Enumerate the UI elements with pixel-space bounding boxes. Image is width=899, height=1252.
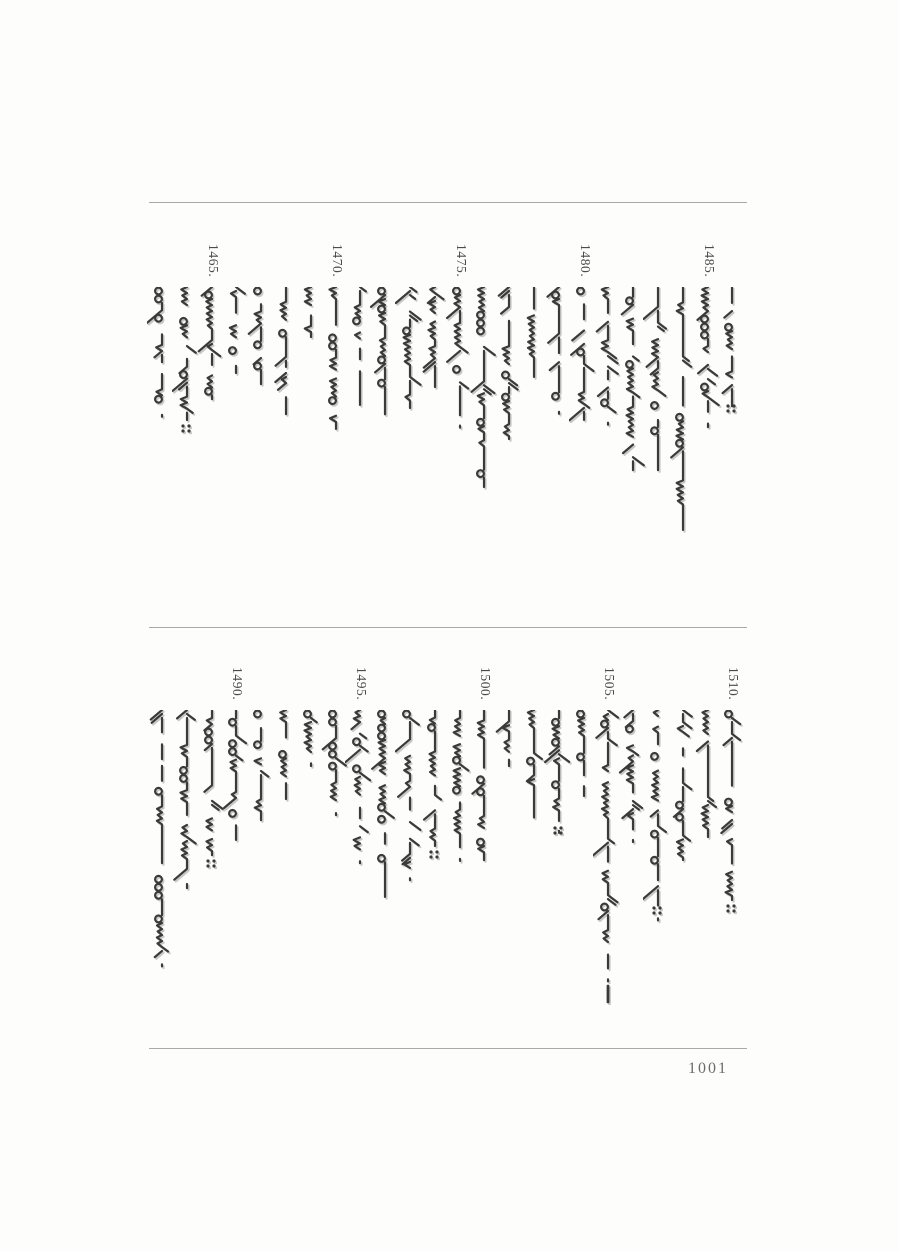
mongolian-script-column — [345, 710, 375, 887]
mongolian-script-column — [469, 710, 499, 890]
mongolian-script-column — [593, 710, 623, 1008]
mongolian-script-column — [618, 287, 648, 500]
verse-line-number: 1510. — [726, 667, 742, 701]
verse-line-number: 1500. — [478, 667, 494, 701]
mongolian-script-column — [717, 287, 747, 430]
verse-line-number: 1480. — [577, 244, 593, 278]
mongolian-script-column — [494, 710, 524, 796]
verse-line-number: 1490. — [230, 667, 246, 701]
mongolian-script-column — [147, 710, 177, 993]
mongolian-script-column — [693, 287, 723, 457]
verse-line-number: 1470. — [329, 244, 345, 278]
mongolian-script-column — [395, 710, 425, 910]
mongolian-script-column — [172, 710, 202, 918]
mongolian-script-column — [221, 710, 251, 870]
verse-line-number: 1475. — [453, 244, 469, 278]
page-number: 1001 — [688, 1060, 728, 1077]
mongolian-script-column — [544, 287, 574, 434]
mongolian-script-column — [271, 710, 301, 824]
mongolian-script-column — [420, 287, 450, 417]
mongolian-script-column — [197, 287, 227, 429]
mongolian-script-column — [544, 710, 574, 852]
mongolian-script-column — [469, 287, 499, 517]
mongolian-script-column — [668, 287, 698, 555]
mongolian-script-column — [296, 710, 326, 796]
mongolian-script-column — [569, 287, 599, 450]
mongolian-script-column — [395, 287, 425, 438]
mongolian-script-column — [321, 710, 351, 834]
mongolian-script-column — [321, 287, 351, 459]
mongolian-script-column — [172, 287, 202, 450]
top-rule — [149, 202, 747, 203]
mongolian-script-column — [445, 287, 475, 457]
bottom-rule — [149, 1048, 747, 1049]
mongolian-script-column — [494, 287, 524, 469]
middle-rule — [149, 627, 747, 628]
mongolian-script-column — [519, 710, 549, 846]
mongolian-script-column — [370, 287, 400, 443]
mongolian-script-column — [197, 710, 227, 885]
mongolian-script-column — [246, 710, 276, 850]
mongolian-script-column — [569, 710, 599, 826]
mongolian-script-column — [593, 287, 623, 447]
mongolian-script-column — [643, 287, 673, 500]
mongolian-script-column — [271, 287, 301, 443]
mongolian-script-column — [246, 287, 276, 414]
mongolian-script-column — [296, 287, 326, 367]
mongolian-script-column — [717, 710, 747, 930]
verse-line-number: 1495. — [354, 667, 370, 701]
mongolian-script-column — [693, 710, 723, 867]
mongolian-script-column — [445, 710, 475, 890]
verse-line-number: 1485. — [701, 244, 717, 278]
mongolian-script-column — [345, 287, 375, 435]
mongolian-script-column — [618, 710, 648, 870]
mongolian-script-column — [643, 710, 673, 932]
mongolian-script-column — [221, 287, 251, 403]
verse-line-number: 1505. — [602, 667, 618, 701]
mongolian-script-column — [147, 287, 177, 445]
mongolian-script-column — [370, 710, 400, 927]
mongolian-script-column — [420, 710, 450, 876]
mongolian-script-column — [668, 710, 698, 890]
verse-line-number: 1465. — [205, 244, 221, 278]
mongolian-script-column — [519, 287, 549, 407]
